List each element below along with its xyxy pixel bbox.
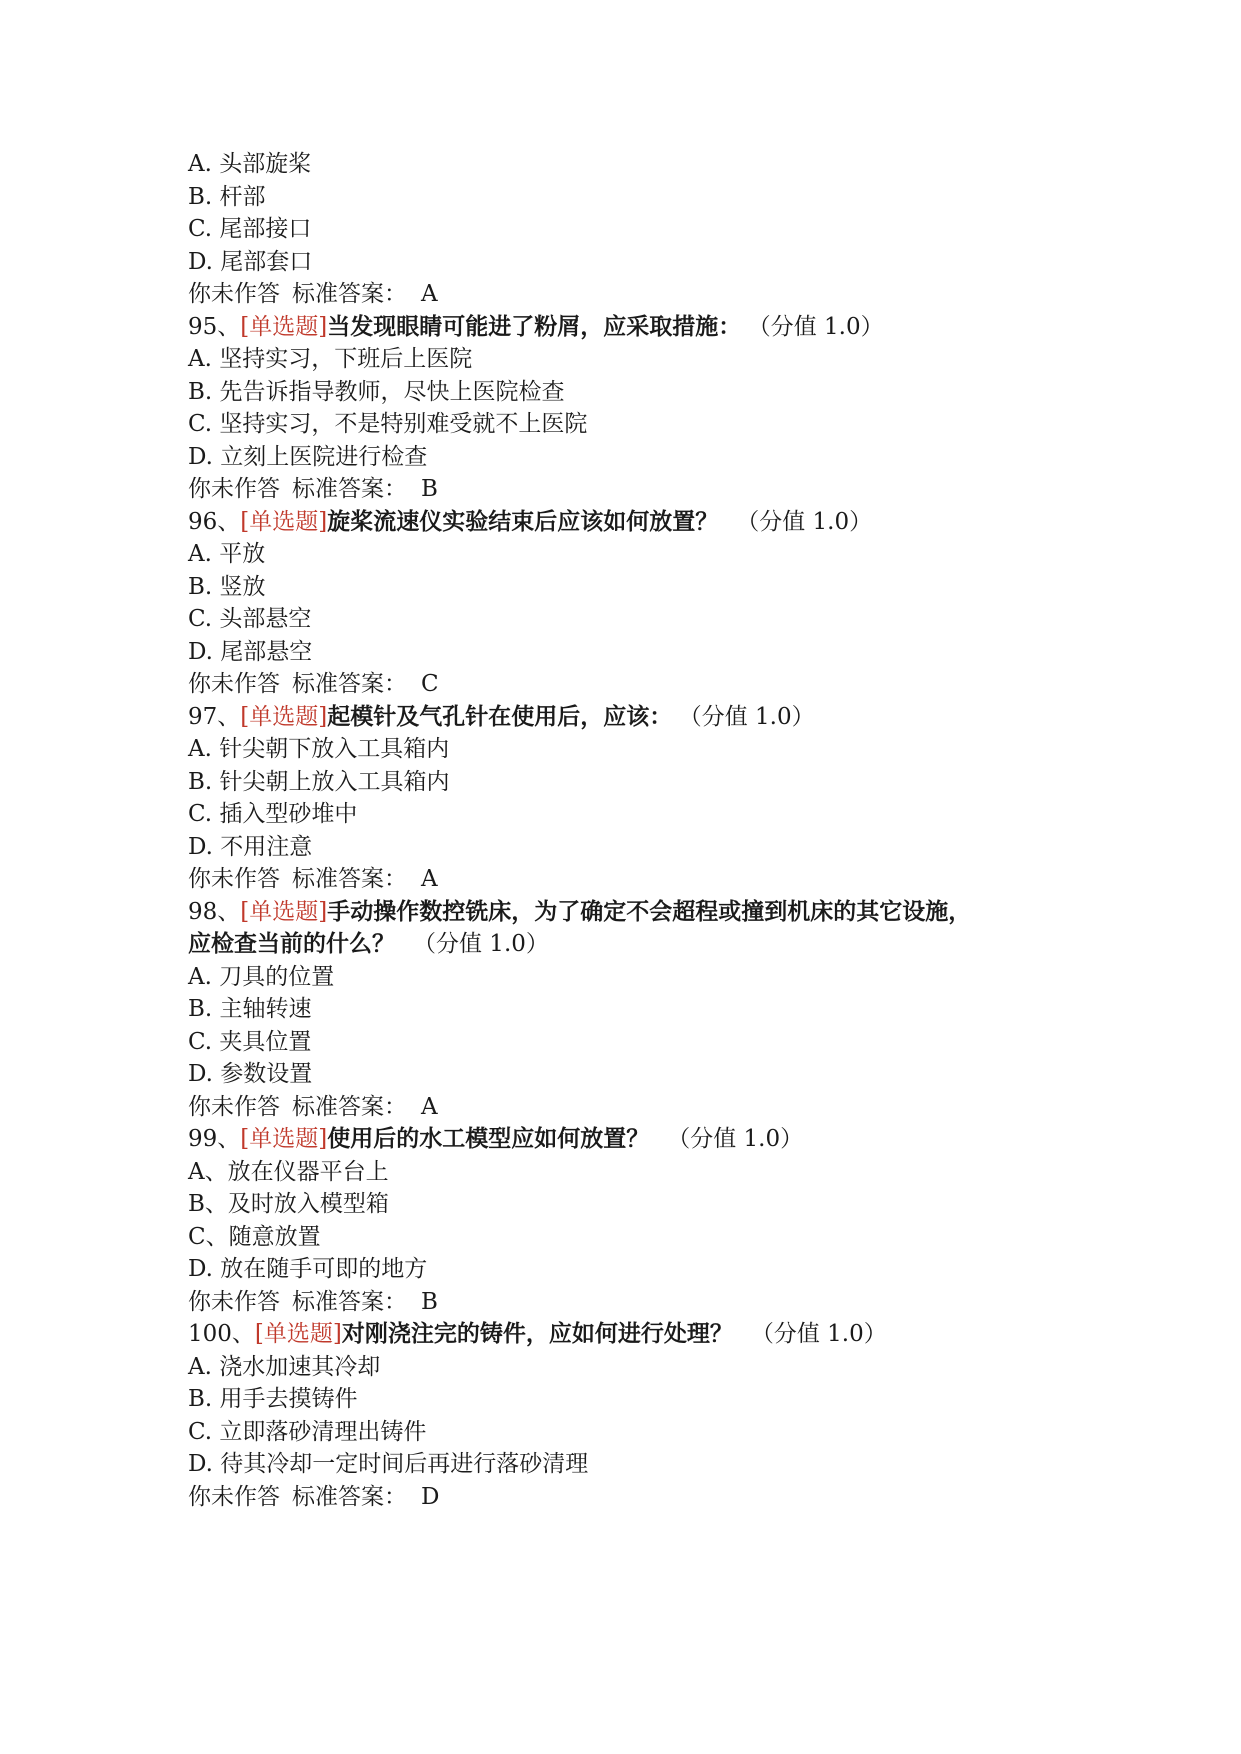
option-b: B. 先告诉指导教师，尽快上医院检查 <box>188 378 565 405</box>
answer-status: 你未作答 <box>188 476 280 502</box>
question-type: [单选题] <box>254 1321 342 1347</box>
question-title <box>188 506 1088 539</box>
answer-status: 你未作答 <box>188 671 280 697</box>
answer-value: C <box>421 671 439 697</box>
option-d: D. 待其冷却一定时间后再进行落砂清理 <box>188 1451 589 1477</box>
answer-line <box>188 1481 1088 1514</box>
option-d: D. 放在随手可即的地方 <box>188 1256 428 1282</box>
answer-label: 标准答案： <box>292 1288 407 1315</box>
question-type: [单选题] <box>240 313 328 340</box>
question-type: [单选题] <box>240 898 328 925</box>
answer-value: A <box>421 281 438 307</box>
question-title <box>188 311 1088 344</box>
option-b: B. 竖放 <box>188 573 266 600</box>
option-a: A、放在仪器平台上 <box>188 1158 389 1185</box>
question-type: [单选题] <box>240 703 328 730</box>
question-type: [单选题] <box>240 1126 328 1152</box>
question-number: 100、 <box>188 1321 255 1347</box>
question-text: 对刚浇注完的铸件，应如何进行处理？ <box>341 1321 733 1347</box>
answer-line <box>188 1091 1088 1124</box>
answer-line <box>188 863 1088 896</box>
answer-label: 标准答案： <box>292 1093 407 1120</box>
question-text: 使用后的水工模型应如何放置？ <box>327 1126 650 1152</box>
answer-line <box>188 278 1088 311</box>
question-text: 旋桨流速仪实验结束后应该如何放置？ <box>327 508 719 535</box>
answer-value: A <box>421 1093 438 1120</box>
option-d: D. 立刻上医院进行检查 <box>188 443 428 470</box>
question-number: 99、 <box>188 1126 241 1152</box>
question-score: （分值 1.0） <box>736 508 873 535</box>
question-text: 手动操作数控铣床，为了确定不会超程或撞到机床的其它设施， <box>327 898 972 925</box>
question-title <box>188 1123 1088 1156</box>
option-c: C. 尾部接口 <box>188 216 312 242</box>
answer-line <box>188 473 1088 506</box>
answer-status: 你未作答 <box>188 1093 280 1120</box>
question-number: 96、 <box>188 508 241 535</box>
question-score: （分值 1.0） <box>759 313 884 340</box>
option-a: A. 浇水加速其冷却 <box>188 1353 381 1380</box>
answer-line <box>188 1286 1088 1319</box>
question-score: （分值 1.0） <box>690 703 815 730</box>
answer-status: 你未作答 <box>188 1483 280 1510</box>
option-c: C. 夹具位置 <box>188 1028 312 1055</box>
answer-line <box>188 668 1088 701</box>
option-d: D. 尾部套口 <box>188 248 313 275</box>
question-text: 应检查当前的什么？ <box>188 931 395 957</box>
option-b: B、及时放入模型箱 <box>188 1191 389 1217</box>
option-c: C. 立即落砂清理出铸件 <box>188 1418 427 1445</box>
question-title-continuation <box>188 928 1088 961</box>
answer-value: D <box>421 1483 440 1510</box>
question-text: 起模针及气孔针在使用后，应该： <box>327 703 673 730</box>
question-text: 当发现眼睛可能进了粉屑，应采取措施： <box>327 313 742 340</box>
option-b: B. 针尖朝上放入工具箱内 <box>188 768 450 795</box>
option-d: D. 不用注意 <box>188 833 313 860</box>
question-score: （分值 1.0） <box>667 1126 804 1152</box>
option-a: A. 坚持实习，下班后上医院 <box>188 346 473 372</box>
question-type: [单选题] <box>240 508 328 535</box>
answer-value: B <box>421 1288 438 1315</box>
question-number: 95、 <box>188 313 241 340</box>
question-score: （分值 1.0） <box>750 1321 887 1347</box>
answer-label: 标准答案： <box>292 1483 407 1510</box>
question-title <box>188 896 1088 929</box>
option-d: D. 尾部悬空 <box>188 638 313 665</box>
option-a: A. 刀具的位置 <box>188 963 335 990</box>
question-number: 97、 <box>188 703 241 730</box>
exam-page <box>188 148 1088 1513</box>
answer-label: 标准答案： <box>292 476 407 502</box>
option-d: D. 参数设置 <box>188 1061 313 1087</box>
question-score: （分值 1.0） <box>413 931 549 957</box>
answer-status: 你未作答 <box>188 866 280 892</box>
answer-status: 你未作答 <box>188 281 280 307</box>
answer-value: A <box>421 866 438 892</box>
question-number: 98、 <box>188 898 241 925</box>
option-a: A. 针尖朝下放入工具箱内 <box>188 736 450 762</box>
question-title <box>188 701 1088 734</box>
option-c: C、随意放置 <box>188 1223 321 1250</box>
option-c: C. 坚持实习，不是特别难受就不上医院 <box>188 411 588 437</box>
answer-value: B <box>421 476 438 502</box>
answer-label: 标准答案： <box>292 866 407 892</box>
option-b: B. 杆部 <box>188 183 266 210</box>
answer-label: 标准答案： <box>292 281 407 307</box>
option-a: A. 平放 <box>188 541 266 567</box>
answer-label: 标准答案： <box>292 671 407 697</box>
option-c: C. 头部悬空 <box>188 606 312 632</box>
option-b: B. 主轴转速 <box>188 996 312 1022</box>
option-b: B. 用手去摸铸件 <box>188 1386 358 1412</box>
answer-status: 你未作答 <box>188 1288 280 1315</box>
option-a: A. 头部旋桨 <box>188 151 312 177</box>
option-c: C. 插入型砂堆中 <box>188 801 358 827</box>
question-title <box>188 1318 1088 1351</box>
